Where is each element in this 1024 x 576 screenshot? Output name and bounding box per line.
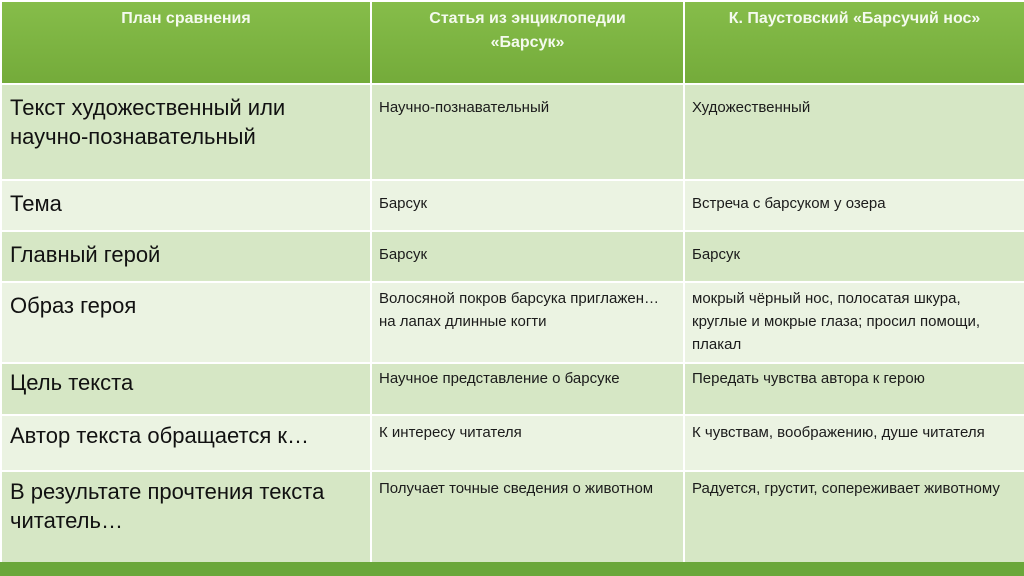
header-row — [1, 1, 1024, 84]
row-paustovsky-cell: Встреча с барсуком у озера — [684, 180, 1024, 231]
row-paustovsky-cell: Художественный — [684, 84, 1024, 180]
table-row — [1, 282, 1024, 363]
row-plan-cell: Автор текста обращается к… — [1, 415, 371, 471]
row-plan-cell: Тема — [1, 180, 371, 231]
header-plan: План сравнения — [1, 1, 371, 84]
row-paustovsky-cell: мокрый чёрный нос, полосатая шкура, круглые и мокрые глаза; просил помощи, плакал — [684, 282, 1024, 363]
row-paustovsky-cell: Барсук — [684, 231, 1024, 282]
row-paustovsky-cell: К чувствам, воображению, душе читателя — [684, 415, 1024, 471]
table-row — [1, 231, 1024, 282]
row-encyclopedia-cell: Научное представление о барсуке — [371, 363, 684, 415]
row-encyclopedia-cell: Получает точные сведения о животном — [371, 471, 684, 563]
row-plan-cell: Главный герой — [1, 231, 371, 282]
row-paustovsky-cell: Радуется, грустит, сопереживает животному — [684, 471, 1024, 563]
table-row — [1, 471, 1024, 563]
table-row — [1, 180, 1024, 231]
row-encyclopedia-cell: Барсук — [371, 231, 684, 282]
row-plan-cell: Текст художественный или научно-познавательный — [1, 84, 371, 180]
row-encyclopedia-cell: Барсук — [371, 180, 684, 231]
bottom-accent-bar — [0, 562, 1024, 576]
table-row — [1, 415, 1024, 471]
row-plan-cell: Цель текста — [1, 363, 371, 415]
row-encyclopedia-cell: К интересу читателя — [371, 415, 684, 471]
row-encyclopedia-cell: Волосяной покров барсука приглажен…на лапах длинные когти — [371, 282, 684, 363]
row-plan-cell: В результате прочтения текста читатель… — [1, 471, 371, 563]
row-encyclopedia-cell: Научно-познавательный — [371, 84, 684, 180]
row-plan-cell: Образ героя — [1, 282, 371, 363]
table-row — [1, 84, 1024, 180]
table-row — [1, 363, 1024, 415]
header-encyclopedia: Статья из энциклопедии «Барсук» — [371, 1, 684, 84]
row-paustovsky-cell: Передать чувства автора к герою — [684, 363, 1024, 415]
header-paustovsky: К. Паустовский «Барсучий нос» — [684, 1, 1024, 84]
